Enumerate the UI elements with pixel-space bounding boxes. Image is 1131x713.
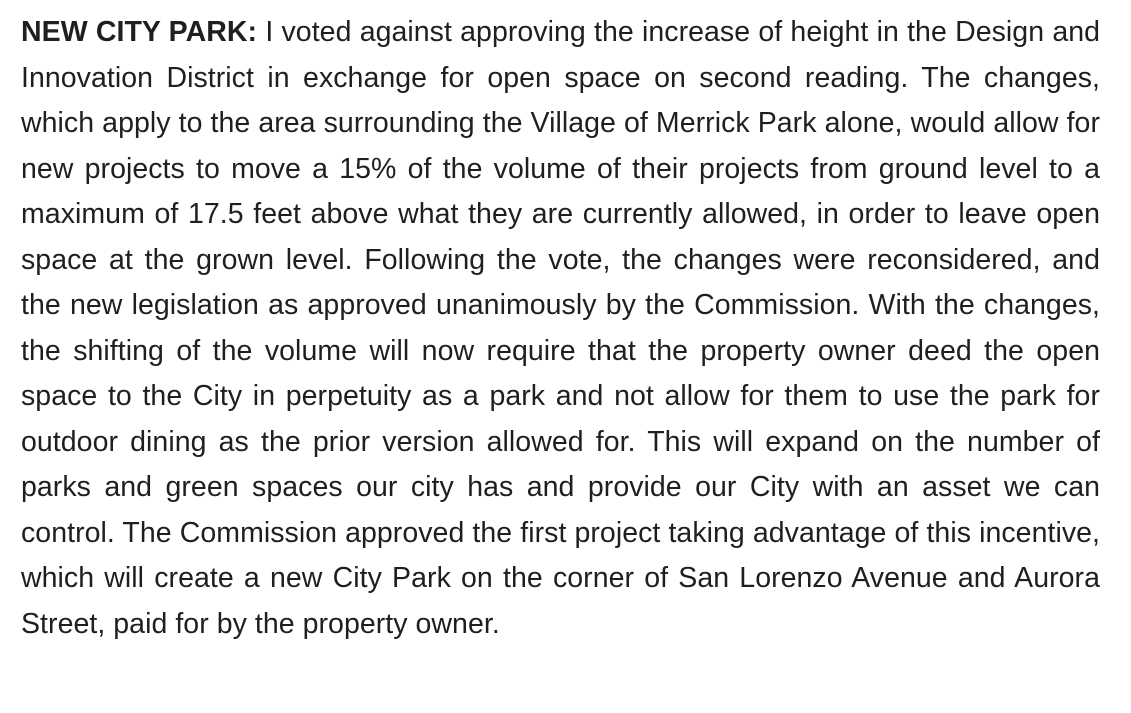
article-paragraph xyxy=(21,10,1100,647)
section-heading: NEW CITY PARK: xyxy=(21,16,258,48)
paragraph-text: I voted against approving the increase of height in the Design and Innovation District in exchange for open space on second reading. The changes, which apply to the area surrounding the Village of Merrick Park alone, would allow for new projects to move a 15% of the volume of their projects from ground level to a maximum of 17.5 feet above what they are currently allowed, in order to leave open space at the grown level. Following the vote, the changes were reconsidered, and the new legislation as approved unanimously by the Commission. With the changes, the shifting of the volume will now require that the property owner deed the open space to the City in perpetuity as a park and not allow for them to use the park for outdoor dining as the prior version allowed for. This will expand on the number of parks and green spaces our city has and provide our City with an asset we can control. The Commission approved the first project taking advantage of this incentive, which will create a new City Park on the corner of San Lorenzo Avenue and Aurora Street, paid for by the property owner. xyxy=(21,16,1101,640)
